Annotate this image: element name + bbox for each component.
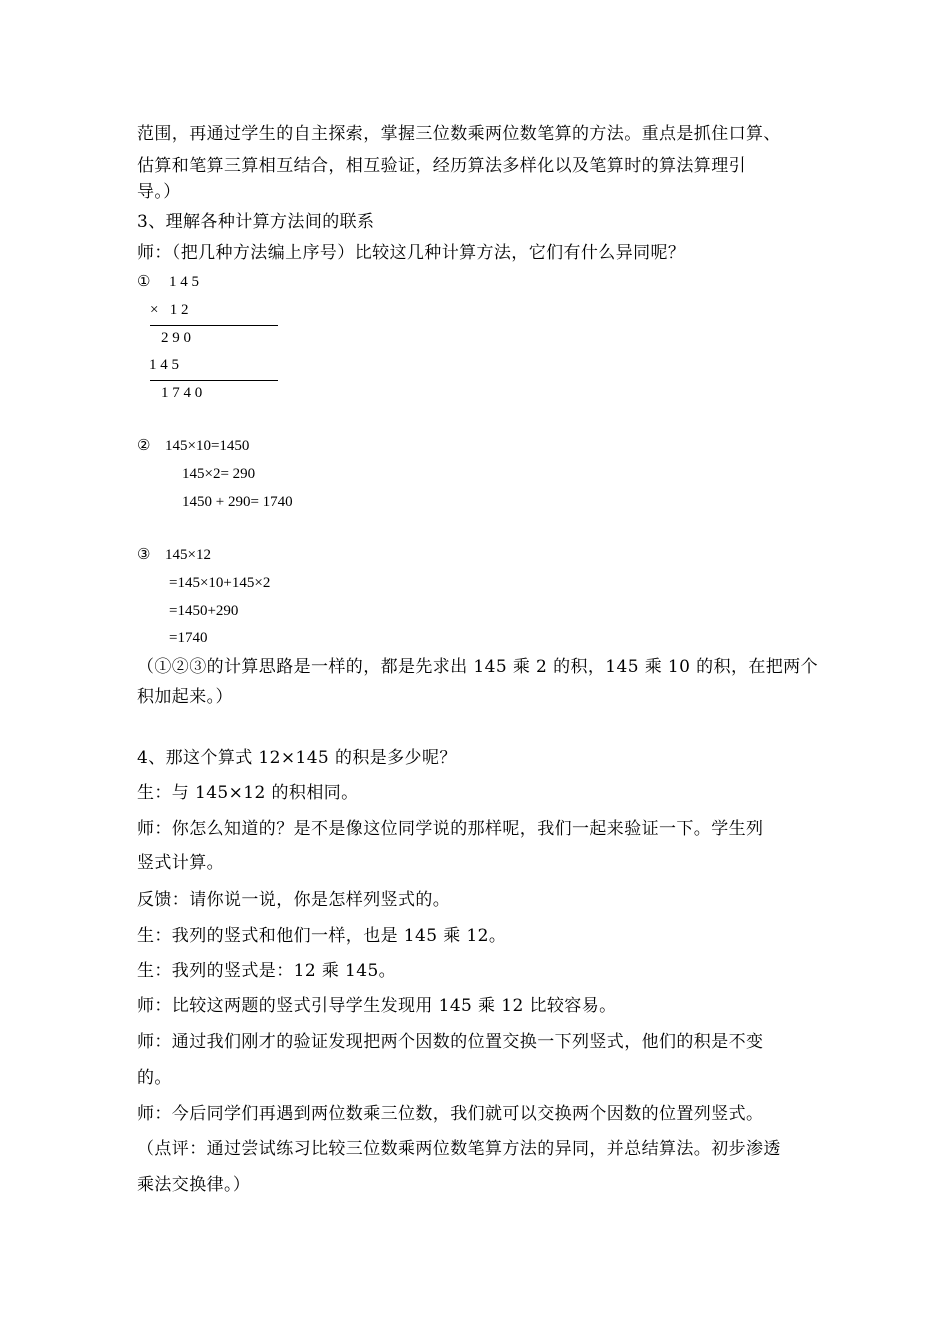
method-3-line: 145×12 xyxy=(165,547,211,563)
dialogue-line: 师：你怎么知道的？是不是像这位同学说的那样呢，我们一起来验证一下。学生列 xyxy=(137,819,764,839)
dialogue-line: 师：通过我们刚才的验证发现把两个因数的位置交换一下列竖式，他们的积是不变 xyxy=(137,1032,764,1052)
section-heading-3: 3、理解各种计算方法间的联系 xyxy=(137,212,375,232)
paragraph-line: 导。） xyxy=(137,182,181,202)
multiplicand: 1 4 5 xyxy=(169,274,199,290)
dialogue-line: 生：我列的竖式是：12 乘 145。 xyxy=(137,961,397,981)
dialogue-line: 的。 xyxy=(137,1068,172,1088)
summary-note: 积加起来。） xyxy=(137,687,233,707)
paragraph-line: 范围，再通过学生的自主探索，掌握三位数乘两位数笔算的方法。重点是抓住口算、 xyxy=(137,124,781,144)
dialogue-line: 生：我列的竖式和他们一样，也是 145 乘 12。 xyxy=(137,926,507,946)
divider-line xyxy=(150,380,278,381)
dialogue-line: 反馈：请你说一说，你是怎样列竖式的。 xyxy=(137,890,451,910)
final-product: 1 7 4 0 xyxy=(161,385,203,401)
teacher-question: 师：（把几种方法编上序号）比较这几种计算方法，它们有什么异同呢？ xyxy=(137,243,686,263)
method-3-line: =1740 xyxy=(169,630,208,646)
partial-product-2: 1 4 5 xyxy=(149,357,179,373)
method-3-line: =145×10+145×2 xyxy=(169,575,271,591)
paragraph-line: 估算和笔算三算相互结合，相互验证，经历算法多样化以及笔算时的算法算理引 xyxy=(137,156,746,176)
comment-note: 乘法交换律。） xyxy=(137,1175,251,1195)
method-2-marker: ② xyxy=(137,438,151,454)
method-2-line: 145×10=1450 xyxy=(165,438,250,454)
dialogue-line: 师：比较这两题的竖式引导学生发现用 145 乘 12 比较容易。 xyxy=(137,996,617,1016)
summary-note: （①②③的计算思路是一样的，都是先求出 145 乘 2 的积，145 乘 10 的积，在把两个 xyxy=(137,657,818,677)
method-1-marker: ① xyxy=(137,274,151,290)
comment-note: （点评：通过尝试练习比较三位数乘两位数笔算方法的异同，并总结算法。初步渗透 xyxy=(137,1139,781,1159)
dialogue-line: 生：与 145×12 的积相同。 xyxy=(137,783,359,803)
partial-product-1: 2 9 0 xyxy=(161,330,191,346)
method-2-line: 145×2= 290 xyxy=(182,466,256,482)
method-3-line: =1450+290 xyxy=(169,603,239,619)
dialogue-line: 师：今后同学们再遇到两位数乘三位数，我们就可以交换两个因数的位置列竖式。 xyxy=(137,1104,764,1124)
method-3-marker: ③ xyxy=(137,547,151,563)
dialogue-line: 竖式计算。 xyxy=(137,853,224,873)
divider-line xyxy=(150,325,278,326)
section-heading-4: 4、那这个算式 12×145 的积是多少呢？ xyxy=(137,748,457,768)
multiplier: × 1 2 xyxy=(150,302,189,318)
method-2-line: 1450 + 290= 1740 xyxy=(182,494,293,510)
